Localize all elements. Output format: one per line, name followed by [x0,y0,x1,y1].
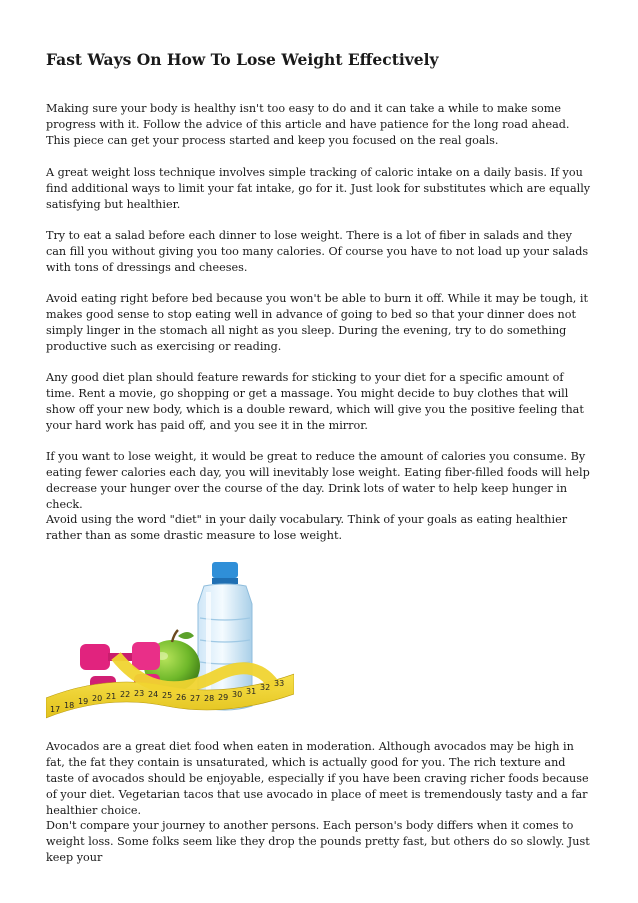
tape-number: 31 [246,687,257,696]
tape-number: 23 [134,689,145,698]
paragraph-4: Avoid eating right before bed because you won't be able to burn it off. While it may be tough, it makes good sense to stop eating well in advance of going to bed so that your dinner does not simply linger in the stomach all night as you sleep. During the evening, try to do something productive such as exercising or reading. [46,292,588,353]
tape-number: 17 [50,705,61,714]
tape-number: 22 [120,690,131,699]
paragraph-3: Try to eat a salad before each dinner to lose weight. There is a lot of fiber in salads and they can fill you without giving you too many calories. Of course you have to not load up your salads with tons of dressings and cheeses. [46,229,589,274]
tape-number: 21 [106,692,117,701]
tape-number: 24 [148,690,159,699]
document-title: Fast Ways On How To Lose Weight Effectively [46,50,439,69]
tape-number: 20 [92,694,103,703]
tape-number: 33 [274,679,285,688]
tape-number: 18 [64,701,75,710]
paragraph-2: A great weight loss technique involves simple tracking of caloric intake on a daily basis. If you find additional ways to limit your fat intake, go for it. Just look for substitutes which are equally satisfying but healthier. [46,166,591,211]
paragraph-7: Avoid using the word "diet" in your daily vocabulary. Think of your goals as eating healthier rather than as some drastic measure to lose weight. [46,513,568,542]
tape-number: 25 [162,691,173,700]
paragraph-5: Any good diet plan should feature rewards for sticking to your diet for a specific amount of time. Rent a movie, go shopping or get a massage. You might decide to buy clothes that will show off your new body, which is a double reward, which will give you the positive feeling that your hard work has paid off, and you see it in the mirror. [46,371,584,432]
paragraph-8: Avocados are a great diet food when eaten in moderation. Although avocados may be high in fat, the fat they contain is unsaturated, which is actually good for you. The rich texture and taste of avocados should be enjoyable, especially if you have been craving richer foods because of your diet. Vegetarian tacos that use avocado in place of meet is tremendously tasty and a far healthier choice. [46,740,589,817]
paragraph-9: Don't compare your journey to another persons. Each person's body differs when it comes to weight loss. Some folks seem like they drop the pounds pretty fast, but others do so slowly. Just keep your [46,819,590,864]
paragraph-6: If you want to lose weight, it would be great to reduce the amount of calories you consume. By eating fewer calories each day, you will inevitably lose weight. Eating fiber-filled foods will help decrease your hunger over the course of the day. Drink lots of water to help keep hunger in check. [46,450,590,511]
tape-number: 26 [176,693,187,702]
tape-number: 28 [204,694,215,703]
tape-number: 27 [190,694,201,703]
tape-number: 29 [218,693,229,702]
tape-number: 19 [78,697,89,706]
diet-illustration [46,556,294,724]
tape-number: 32 [260,683,271,692]
tape-number: 30 [232,690,243,699]
paragraph-1: Making sure your body is healthy isn't too easy to do and it can take a while to make some progress with it. Follow the advice of this article and have patience for the long road ahead. This piece can get your process started and keep you focused on the real goals. [46,102,570,147]
